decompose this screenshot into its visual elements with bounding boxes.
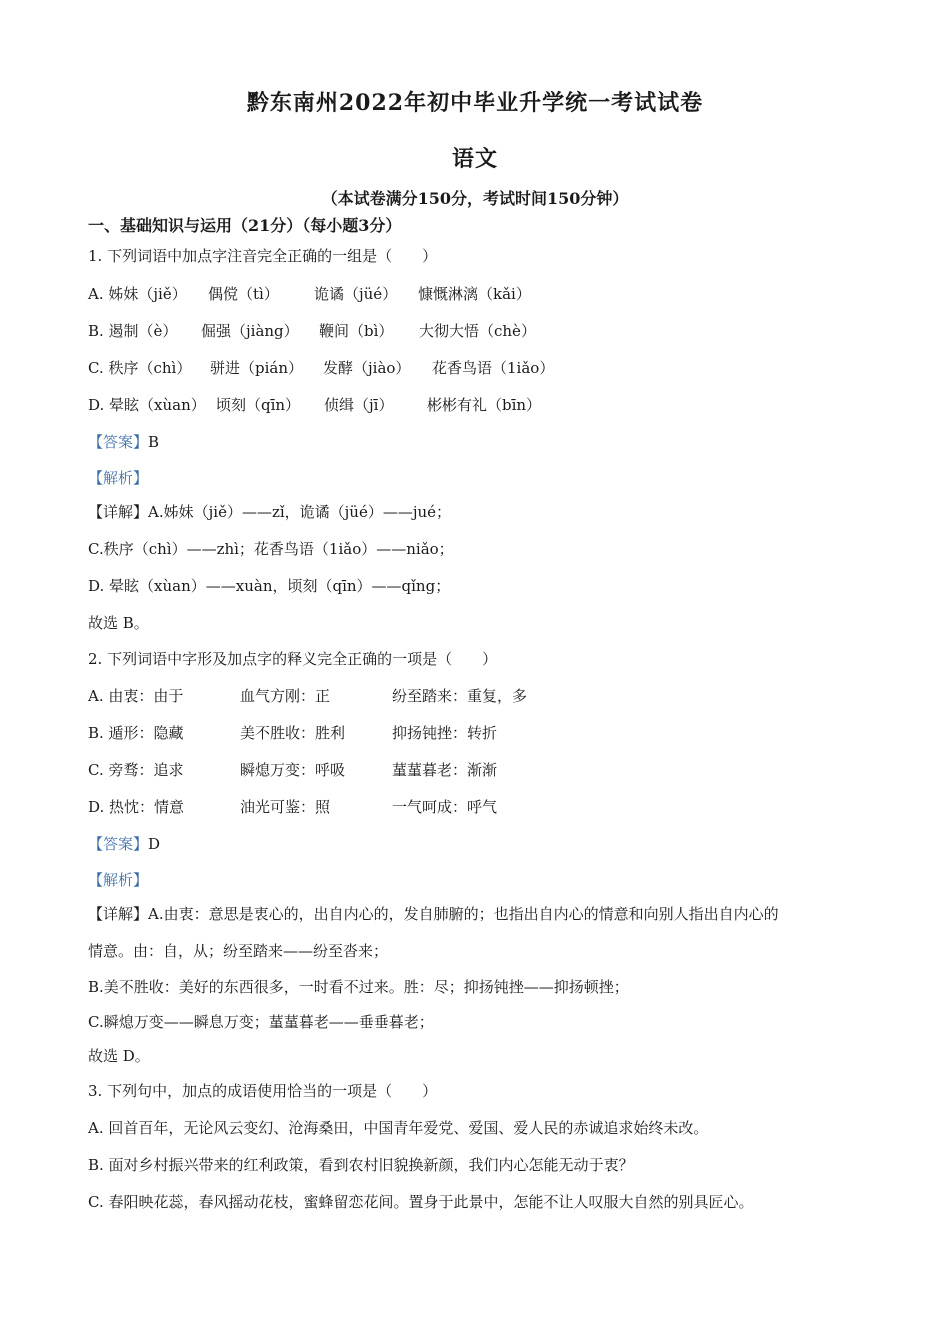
- subject-title: 语文: [451, 146, 498, 172]
- q1-c-2: 骈进（pián）: [210, 359, 304, 377]
- q2-b-1: B. 遁形：隐藏: [88, 724, 184, 742]
- q1-a-1: A. 姊妹（jiě）: [88, 285, 187, 303]
- q3-option-b: B. 面对乡村振兴带来的红利政策，看到农村旧貌换新颜，我们内心怎能无动于衷？: [88, 1156, 634, 1174]
- q1-answer: [88, 431, 868, 453]
- answer-tag: 【答案】: [88, 433, 149, 451]
- section-heading: 一、基础知识与运用（21分）（每小题3分）: [88, 216, 402, 235]
- detail-tag: 【详解】: [88, 905, 149, 923]
- q2-detail-3: B.美不胜收：美好的东西很多，一时看不过来。胜：尽；抑扬钝挫——抑扬顿挫；: [88, 978, 629, 996]
- q2-detail-2: 情意。由：自，从；纷至踏来——纷至沓来；: [88, 942, 389, 960]
- q1-option-c: [88, 357, 868, 379]
- exam-title: 黔东南州2022年初中毕业升学统一考试试卷: [246, 90, 704, 116]
- q2-option-b: [88, 722, 868, 744]
- q2-option-a: [88, 685, 868, 707]
- q1-detail-3: D. 晕眩（xùan）——xuàn，顷刻（qīn）——qǐng；: [88, 577, 451, 595]
- q2-c-3: 蓳蓳暮老：渐渐: [392, 761, 498, 779]
- q1-d-1: D. 晕眩（xùan）: [88, 396, 206, 414]
- q2-a-1: A. 由衷：由于: [88, 687, 184, 705]
- detail-tag: 【详解】: [88, 503, 149, 521]
- q1-option-d: [88, 394, 868, 416]
- q1-c-3: 发酵（jiào）: [323, 359, 411, 377]
- q1-option-b: [88, 320, 868, 342]
- q1-analysis-tag: 【解析】: [88, 469, 149, 487]
- q1-detail-1: [88, 501, 868, 523]
- exam-note: （本试卷满分150分，考试时间150分钟）: [321, 189, 629, 208]
- q2-b-3: 抑扬钝挫：转折: [392, 724, 498, 742]
- q1-detail-2: C.秩序（chì）——zhì；花香鸟语（1iǎo）——niǎo；: [88, 540, 454, 558]
- q1-d-4: 彬彬有礼（bīn）: [427, 396, 542, 414]
- q2-d-3: 一气呵成：呼气: [392, 798, 498, 816]
- q1-b-3: 鞭间（bì）: [319, 322, 394, 340]
- detail-text: A.由衷：意思是衷心的，出自内心的，发自肺腑的；也指出自内心的情意和向别人指出自内心的: [148, 905, 779, 923]
- q2-d-1: D. 热忱：情意: [88, 798, 185, 816]
- answer-tag: 【答案】: [88, 835, 149, 853]
- q1-d-3: 侦缉（jī）: [324, 396, 394, 414]
- q1-b-4: 大彻大悟（chè）: [419, 322, 536, 340]
- q1-a-2: 偶傥（tì）: [208, 285, 279, 303]
- q2-b-2: 美不胜收：胜利: [240, 724, 346, 742]
- q1-c-4: 花香鸟语（1iǎo）: [432, 359, 555, 377]
- q1-c-1: C. 秩序（chì）: [88, 359, 192, 377]
- q2-detail-4: C.瞬熄万变——瞬息万变；蓳蓳暮老——垂垂暮老；: [88, 1013, 434, 1031]
- q2-analysis-tag: 【解析】: [88, 871, 149, 889]
- answer-value: B: [148, 433, 160, 451]
- q3-stem: 3. 下列句中，加点的成语使用恰当的一项是（ ）: [88, 1082, 438, 1100]
- q2-c-1: C. 旁骛：追求: [88, 761, 184, 779]
- q2-d-2: 油光可鉴：照: [240, 798, 331, 816]
- q1-stem: 1. 下列词语中加点字注音完全正确的一组是（ ）: [88, 247, 438, 265]
- detail-text: A.姊妹（jiě）——zǐ，诡谲（jüé）——jué；: [148, 503, 452, 521]
- q2-a-2: 血气方刚：正: [240, 687, 331, 705]
- q3-option-a: A. 回首百年，无论风云变幻、沧海桑田，中国青年爱党、爱国、爱人民的赤诚追求始终未改。: [88, 1119, 709, 1137]
- q1-a-3: 诡谲（jüé）: [314, 285, 398, 303]
- q2-answer: [88, 833, 868, 855]
- q1-option-a: [88, 283, 868, 305]
- q2-a-3: 纷至踏来：重复，多: [392, 687, 528, 705]
- q3-option-c: C. 春阳映花蕊，春风摇动花枝，蜜蜂留恋花间。置身于此景中，怎能不让人叹服大自然的别具匠心。: [88, 1193, 754, 1211]
- q1-d-2: 顷刻（qīn）: [216, 396, 301, 414]
- q1-a-4: 慷慨淋漓（kǎi）: [418, 285, 531, 303]
- answer-value: D: [148, 835, 161, 853]
- q2-option-d: [88, 796, 868, 818]
- q1-b-1: B. 遏制（è）: [88, 322, 178, 340]
- q2-stem: 2. 下列词语中字形及加点字的释义完全正确的一项是（ ）: [88, 650, 498, 668]
- q1-b-2: 倔强（jiàng）: [201, 322, 299, 340]
- q2-detail-1: [88, 903, 868, 925]
- q2-conclusion: 故选 D。: [88, 1047, 150, 1065]
- q2-c-2: 瞬熄万变：呼吸: [240, 761, 346, 779]
- q1-conclusion: 故选 B。: [88, 614, 149, 632]
- q2-option-c: [88, 759, 868, 781]
